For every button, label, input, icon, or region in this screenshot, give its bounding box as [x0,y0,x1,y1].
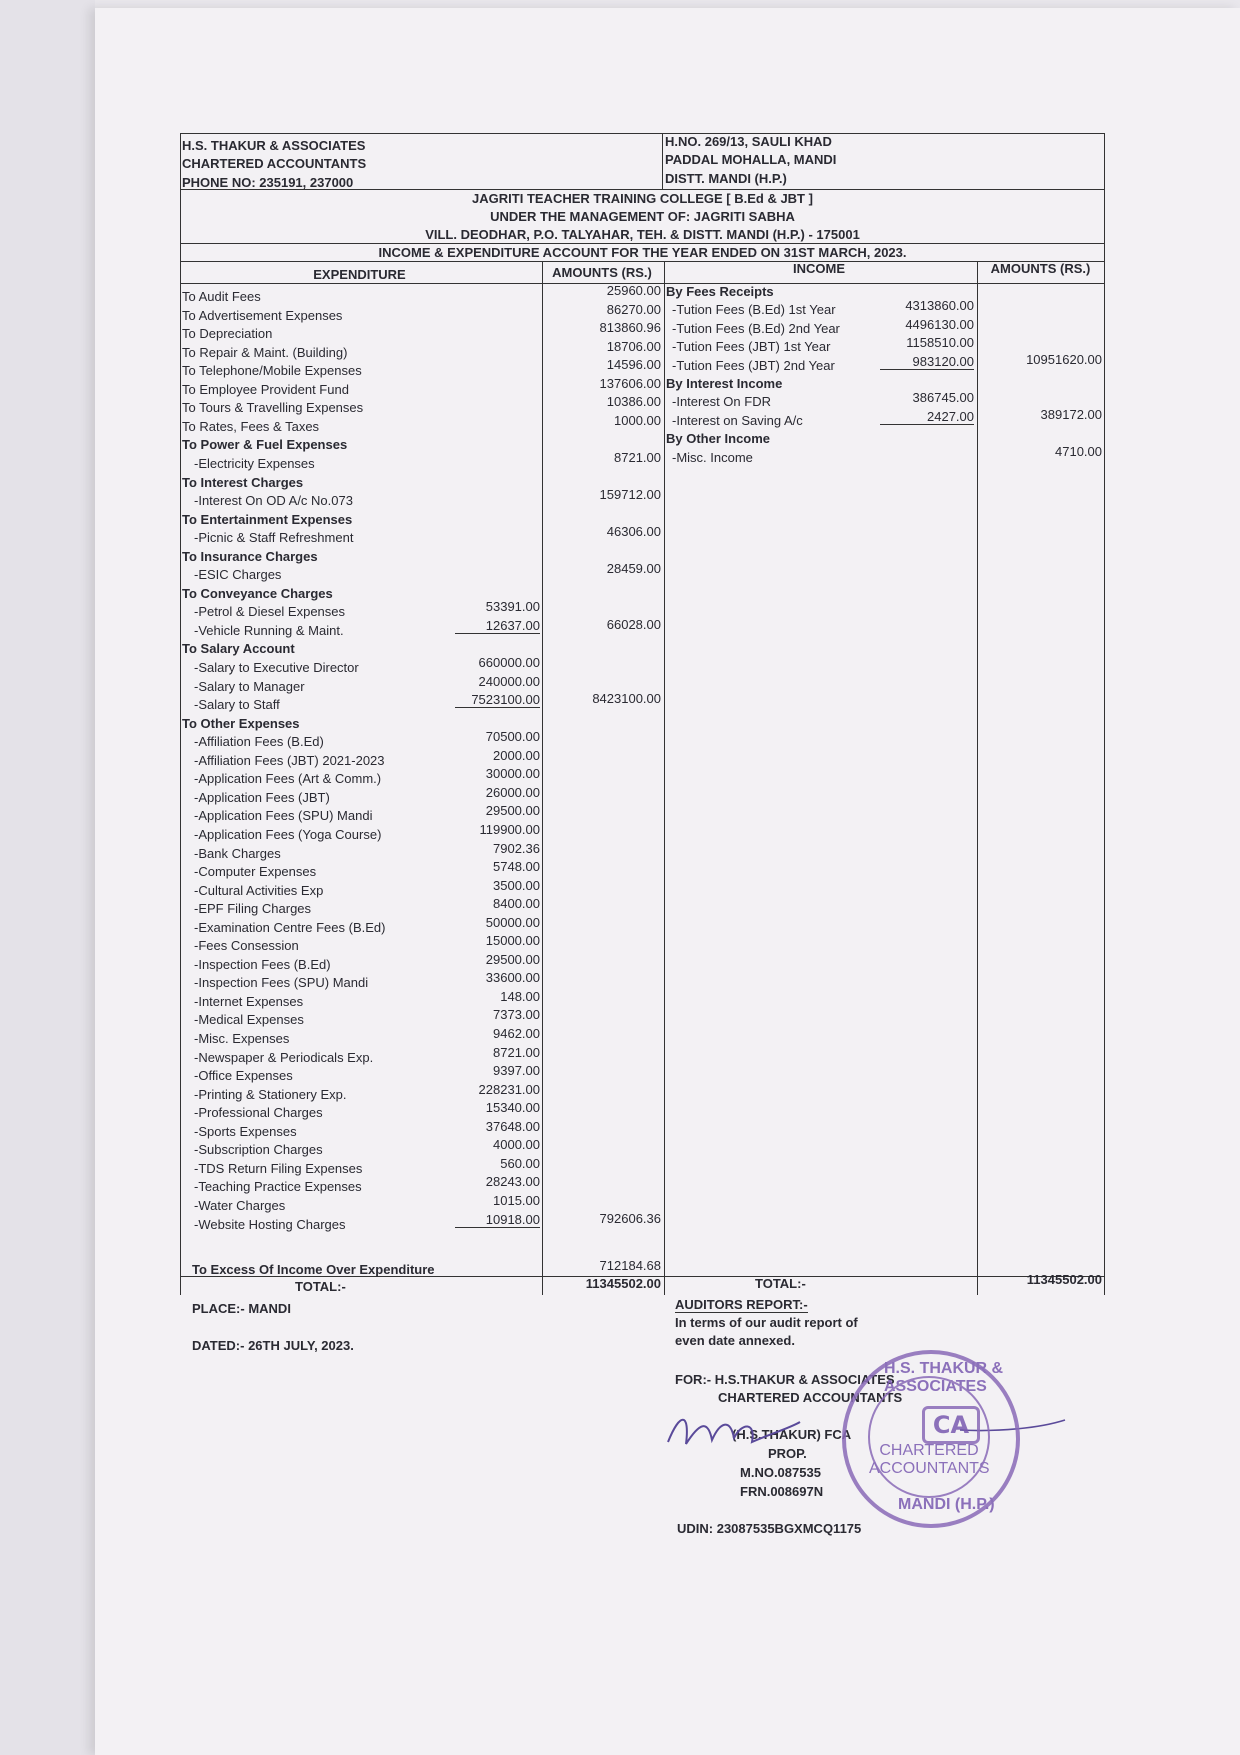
col-amounts-left: AMOUNTS (RS.) [552,265,652,280]
expenditure-row-label: -Application Fees (Art & Comm.) [194,771,382,787]
income-row-subamount: 386745.00 [912,390,974,406]
expenditure-row-label: -Picnic & Staff Refreshment [194,530,354,546]
expenditure-row-label: -Application Fees (Yoga Course) [194,826,382,842]
firm-address-2: PADDAL MOHALLA, MANDI [665,152,837,167]
expenditure-row-subamount: 119900.00 [479,821,540,837]
expenditure-row-subamount: 3500.00 [493,877,540,893]
signatory-name: (H.S.THAKUR) FCA [732,1427,852,1442]
expenditure-row-subamount: 7902.36 [493,840,540,856]
expenditure-row-label: To Interest Charges [182,474,304,490]
expenditure-row-label: -Application Fees (SPU) Mandi [194,808,373,824]
income-row-subamount: 4313860.00 [905,298,974,314]
expenditure-row-subamount: 5748.00 [493,859,540,875]
expenditure-row-label: -Newspaper & Periodicals Exp. [194,1049,374,1065]
firm-address-3: DISTT. MANDI (H.P.) [665,171,787,186]
expenditure-row-subamount: 148.00 [500,988,540,1004]
expenditure-row-label: -Vehicle Running & Maint. [194,622,344,638]
expenditure-row-label: To Repair & Maint. (Building) [182,344,348,360]
income-row-label: -Tution Fees (JBT) 2nd Year [672,357,835,373]
expenditure-row-amount: 66028.00 [606,616,661,632]
expenditure-row-label: To Power & Fuel Expenses [182,437,348,453]
income-row-label: -Interest On FDR [672,394,771,410]
expenditure-row-subamount: 1015.00 [493,1192,540,1208]
income-row-subamount: 983120.00 [880,354,974,370]
expenditure-row-label: -Petrol & Diesel Expenses [194,604,346,620]
seal-ring-top: H.S. THAKUR & ASSOCIATES [884,1360,1004,1395]
expenditure-row-subamount: 9462.00 [493,1026,540,1041]
expenditure-row-amount: 8423100.00 [592,691,661,707]
for-firm: FOR:- H.S.THAKUR & ASSOCIATES [675,1372,895,1387]
expenditure-row-label: -Sports Expenses [194,1123,297,1139]
expenditure-row-amount: 1000.00 [614,412,661,428]
income-row-subamount: 2427.00 [880,409,974,425]
expenditure-row-subamount: 37648.00 [485,1118,540,1134]
expenditure-row-subamount: 8721.00 [493,1044,540,1060]
expenditure-row-subamount: 33600.00 [485,970,540,986]
expenditure-row-label: To Advertisement Expenses [182,307,343,323]
expenditure-row-label: -Office Expenses [194,1068,293,1084]
firm-phone: PHONE NO: 235191, 237000 [182,175,354,190]
expenditure-row-label: -Interest On OD A/c No.073 [194,493,353,509]
expenditure-row-subamount: 28243.00 [485,1174,540,1190]
income-row-label: -Tution Fees (JBT) 1st Year [672,339,831,355]
expenditure-row-label: -Water Charges [194,1197,286,1213]
expenditure-row-label: -Printing & Stationery Exp. [194,1086,347,1102]
expenditure-row-label: -Salary to Staff [194,697,280,713]
total-right-label: TOTAL:- [755,1276,806,1291]
expenditure-row-amount: 813860.96 [599,320,661,336]
seal-line-2: ACCOUNTANTS [869,1460,990,1477]
firm-name: H.S. THAKUR & ASSOCIATES [182,138,366,153]
expenditure-row-label: -Computer Expenses [194,864,317,880]
firm-type: CHARTERED ACCOUNTANTS [182,156,367,171]
expenditure-row-label: -Affiliation Fees (B.Ed) [194,734,324,750]
col-expenditure: EXPENDITURE [313,267,406,282]
expenditure-row-label: -Misc. Expenses [194,1031,290,1046]
expenditure-row-label: -EPF Filing Charges [194,901,312,917]
audit-line-1: In terms of our audit report of [675,1315,858,1330]
expenditure-row-label: To Depreciation [182,326,273,342]
expenditure-row-label: -Bank Charges [194,845,281,861]
ca-seal [842,1350,1020,1528]
expenditure-row-subamount: 7373.00 [493,1007,540,1023]
expenditure-row-amount: 86270.00 [606,301,661,317]
expenditure-row-label: -Salary to Executive Director [194,660,359,675]
col-income: INCOME [793,261,845,276]
expenditure-row-subamount: 15340.00 [485,1100,540,1116]
expenditure-row-subamount: 9397.00 [493,1063,540,1079]
expenditure-row-label: To Telephone/Mobile Expenses [182,363,362,379]
expenditure-row-subamount: 30000.00 [485,766,540,782]
income-row-label: -Tution Fees (B.Ed) 1st Year [672,302,836,318]
auditors-heading: AUDITORS REPORT:- [675,1297,808,1312]
income-row-label: By Fees Receipts [666,284,774,299]
expenditure-row-label: -Salary to Manager [194,678,305,694]
ca-logo-icon: CA [922,1406,980,1444]
expenditure-row-subamount: 240000.00 [478,673,540,689]
expenditure-row-label: To Employee Provident Fund [182,381,349,397]
college-address: VILL. DEODHAR, P.O. TALYAHAR, TEH. & DISTT. MANDI (H.P.) - 175001 [425,227,860,242]
income-row-label: -Misc. Income [672,449,753,465]
dated: DATED:- 26TH JULY, 2023. [192,1338,354,1353]
expenditure-row-amount: 8721.00 [614,449,661,465]
expenditure-row-subamount: 29500.00 [485,951,540,967]
seal-inner [868,1376,990,1498]
expenditure-row-label: -Examination Centre Fees (B.Ed) [194,919,386,935]
expenditure-row-label: To Salary Account [182,641,295,657]
expenditure-row-subamount: 7523100.00 [455,692,540,708]
income-row-subamount: 1158510.00 [906,335,974,351]
college-name: JAGRITI TEACHER TRAINING COLLEGE [ B.Ed & JBT ] [472,191,813,206]
income-row-amount: 10951620.00 [1026,351,1102,367]
excess-label: To Excess Of Income Over Expenditure [192,1262,435,1277]
for-firm-type: CHARTERED ACCOUNTANTS [718,1390,903,1405]
firm-address-1: H.NO. 269/13, SAULI KHAD [665,134,832,149]
expenditure-row-subamount: 29500.00 [485,803,540,819]
seal-ring-bottom: MANDI (H.P.) [898,1496,995,1513]
income-row-subamount: 4496130.00 [905,316,974,332]
expenditure-row-subamount: 8400.00 [493,896,540,912]
udin: UDIN: 23087535BGXMCQ1175 [677,1521,862,1536]
expenditure-row-subamount: 15000.00 [485,933,540,949]
expenditure-row-label: To Tours & Travelling Expenses [182,400,364,416]
expenditure-row-amount: 792606.36 [599,1210,661,1226]
expenditure-row-amount: 28459.00 [606,561,661,577]
income-row-label: By Other Income [666,431,771,447]
seal-line-1: CHARTERED [879,1442,979,1459]
expenditure-row-amount: 14596.00 [606,357,661,373]
expenditure-row-label: -Affiliation Fees (JBT) 2021-2023 [194,752,385,768]
expenditure-row-amount: 159712.00 [599,487,661,503]
expenditure-row-subamount: 228231.00 [478,1081,540,1097]
income-row-amount: 4710.00 [1055,443,1102,459]
expenditure-row-label: To Audit Fees [182,289,261,304]
expenditure-row-subamount: 26000.00 [485,784,540,800]
expenditure-row-label: -Electricity Expenses [194,455,315,471]
scan-gutter [0,0,95,1755]
expenditure-row-label: To Other Expenses [182,715,300,731]
excess-amount: 712184.68 [599,1258,661,1273]
expenditure-row-label: -Professional Charges [194,1105,323,1121]
frn-number: FRN.008697N [740,1484,824,1499]
expenditure-row-label: -Inspection Fees (SPU) Mandi [194,975,369,991]
expenditure-row-subamount: 50000.00 [485,914,540,930]
expenditure-row-label: To Entertainment Expenses [182,511,353,527]
expenditure-row-subamount: 12637.00 [455,618,540,634]
statement-title: INCOME & EXPENDITURE ACCOUNT FOR THE YEAR ENDED ON 31ST MARCH, 2023. [378,245,907,260]
signatory-designation: PROP. [768,1446,807,1461]
expenditure-row-amount: 10386.00 [606,394,661,410]
member-number: M.NO.087535 [740,1465,821,1480]
expenditure-row-label: -TDS Return Filing Expenses [194,1160,363,1176]
expenditure-row-label: -Teaching Practice Expenses [194,1179,362,1195]
total-right-amount: 11345502.00 [1026,1272,1102,1287]
expenditure-row-subamount: 560.00 [500,1155,540,1171]
total-left-amount: 11345502.00 [585,1276,661,1291]
expenditure-row-subamount: 2000.00 [493,747,540,763]
expenditure-row-label: -Internet Expenses [194,993,304,1009]
expenditure-row-label: -ESIC Charges [194,567,282,583]
expenditure-row-subamount: 4000.00 [493,1137,540,1153]
expenditure-row-label: To Insurance Charges [182,548,318,564]
expenditure-row-amount: 25960.00 [606,283,661,298]
expenditure-row-label: -Fees Consession [194,938,299,954]
expenditure-row-label: To Conveyance Charges [182,585,333,601]
expenditure-row-amount: 137606.00 [599,375,661,391]
audit-line-2: even date annexed. [675,1333,795,1348]
expenditure-row-label: -Website Hosting Charges [194,1216,346,1232]
expenditure-row-label: -Medical Expenses [194,1012,304,1028]
expenditure-row-subamount: 10918.00 [455,1212,540,1228]
income-row-amount: 389172.00 [1040,406,1102,422]
expenditure-row-label: -Application Fees (JBT) [194,789,330,805]
expenditure-row-amount: 46306.00 [606,524,661,540]
expenditure-row-subamount: 53391.00 [485,599,540,615]
income-row-label: -Tution Fees (B.Ed) 2nd Year [672,320,840,336]
place: PLACE:- MANDI [192,1301,291,1316]
expenditure-row-label: -Cultural Activities Exp [194,882,324,898]
expenditure-row-label: -Inspection Fees (B.Ed) [194,956,331,972]
expenditure-row-label: -Subscription Charges [194,1142,323,1158]
col-amounts-right: AMOUNTS (RS.) [990,261,1091,276]
total-left-label: TOTAL:- [295,1279,346,1294]
college-management: UNDER THE MANAGEMENT OF: JAGRITI SABHA [490,209,795,224]
income-row-label: By Interest Income [666,376,783,391]
expenditure-row-subamount: 70500.00 [485,729,540,745]
income-row-label: -Interest on Saving A/c [672,412,803,428]
expenditure-row-subamount: 660000.00 [478,655,540,670]
expenditure-row-amount: 18706.00 [606,338,661,354]
expenditure-row-label: To Rates, Fees & Taxes [182,418,320,434]
